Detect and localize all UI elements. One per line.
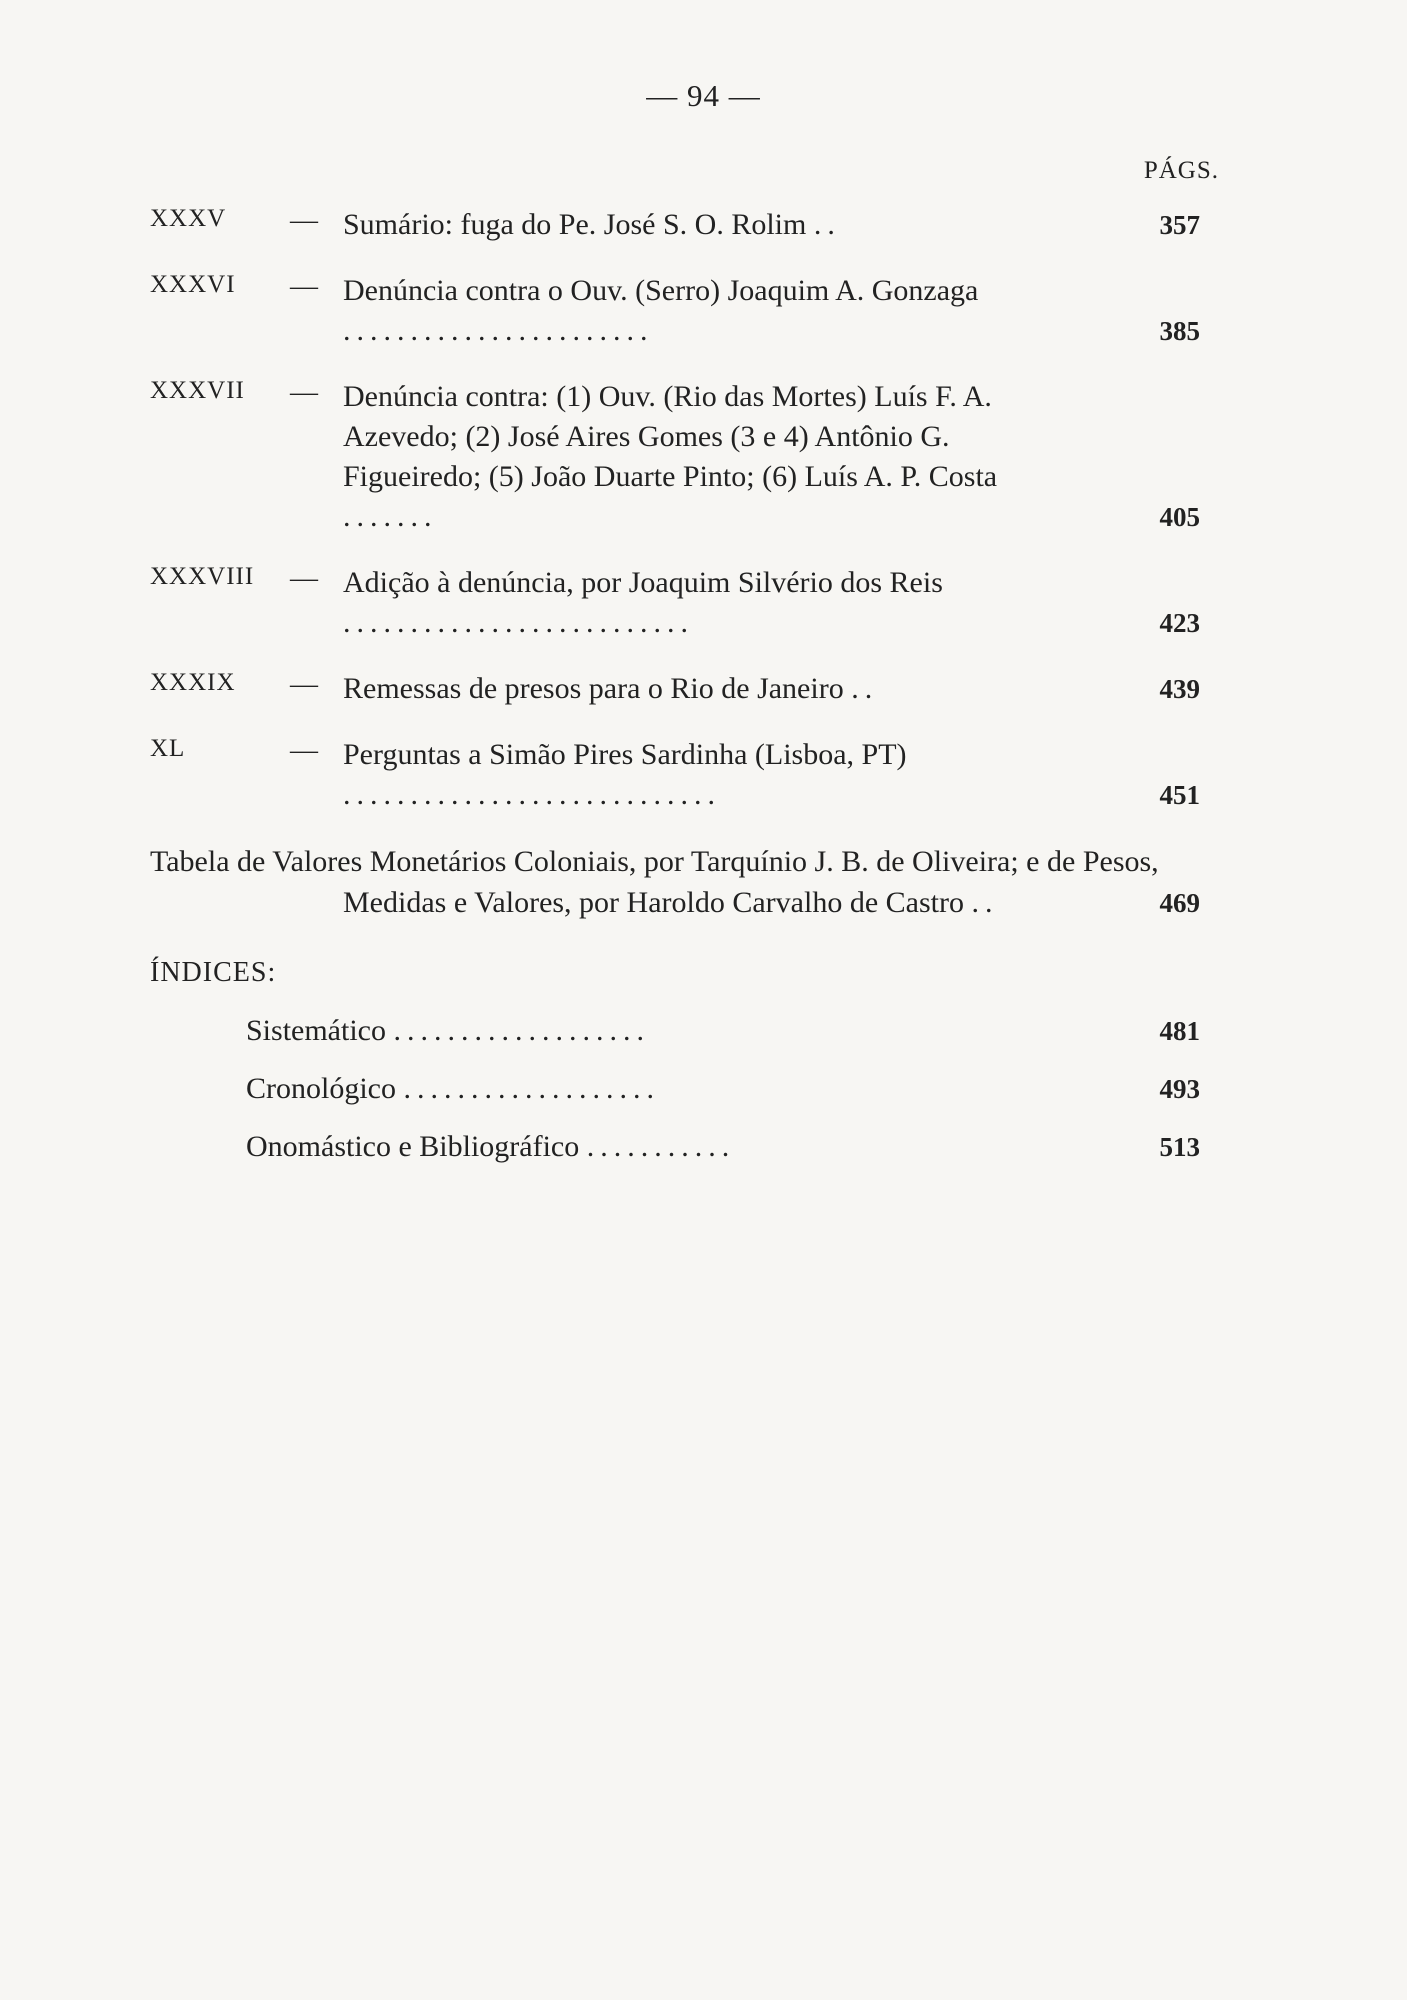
- index-label: Cronológico: [246, 1072, 396, 1105]
- entry-dash: —: [290, 377, 318, 408]
- toc-entry: [150, 563, 1200, 643]
- table-of-contents: [150, 205, 1200, 1185]
- entry-title: Denúncia contra: (1) Ouv. (Rio das Mortes) Luís F. A. Azevedo; (2) José Aires Gomes (3 e 4) Antônio G. Figueiredo; (5) João Duarte Pinto; (6) Luís A. P. Costa: [343, 380, 998, 493]
- index-entry: [246, 1011, 1200, 1069]
- index-label: Sistemático: [246, 1014, 386, 1047]
- index-page: 513: [1159, 1132, 1200, 1162]
- entry-title: Denúncia contra o Ouv. (Serro) Joaquim A. Gonzaga: [343, 274, 979, 307]
- toc-entry: [150, 377, 1200, 537]
- toc-entry: [150, 669, 1200, 709]
- entry-title: Perguntas a Simão Pires Sardinha (Lisboa, PT): [343, 738, 907, 771]
- index-page: 493: [1159, 1074, 1200, 1104]
- entry-dash: —: [290, 271, 318, 302]
- tabela-page: 469: [1159, 888, 1200, 918]
- dot-leader: .......: [343, 500, 438, 533]
- toc-entry: [150, 735, 1200, 815]
- entry-page: 423: [1159, 608, 1200, 638]
- tabela-title: Tabela de Valores Monetários Coloniais, por Tarquínio J. B. de Oliveira; e de Pesos, Medidas e Valores, por Haroldo Carvalho de Castro: [150, 845, 1159, 919]
- entry-numeral: XXXVIII: [150, 563, 255, 590]
- index-entry: [246, 1069, 1200, 1127]
- dot-leader: ..: [813, 208, 841, 241]
- toc-entry: [150, 205, 1200, 245]
- dot-leader: ..: [971, 886, 999, 919]
- entry-numeral: XL: [150, 735, 186, 762]
- entry-numeral: XXXVI: [150, 271, 236, 298]
- entry-page: 451: [1159, 780, 1200, 810]
- index-page: 481: [1159, 1016, 1200, 1046]
- indices-heading: ÍNDICES:: [150, 957, 277, 988]
- entry-page: 357: [1159, 210, 1200, 240]
- entry-page: 385: [1159, 316, 1200, 346]
- entry-title: Adição à denúncia, por Joaquim Silvério dos Reis: [343, 566, 943, 599]
- entry-numeral: XXXIX: [150, 669, 236, 696]
- entry-dash: —: [290, 669, 318, 700]
- entry-title: Remessas de presos para o Rio de Janeiro: [343, 672, 844, 705]
- entry-title: Sumário: fuga do Pe. José S. O. Rolim: [343, 208, 807, 241]
- dot-leader: ...................: [403, 1072, 660, 1105]
- entry-dash: —: [290, 205, 318, 236]
- dot-leader: ...................: [393, 1014, 650, 1047]
- entry-numeral: XXXVII: [150, 377, 245, 404]
- page-number: — 94 —: [646, 78, 761, 113]
- dot-leader: ..........................: [343, 606, 694, 639]
- dot-leader: .......................: [343, 314, 654, 347]
- index-entry: [246, 1127, 1200, 1185]
- entry-page: 439: [1159, 674, 1200, 704]
- entry-page: 405: [1159, 502, 1200, 532]
- entry-dash: —: [290, 563, 318, 594]
- dot-leader: ............................: [343, 778, 721, 811]
- pags-column-label: PÁGS.: [1143, 157, 1219, 184]
- tabela-entry: [150, 841, 1200, 923]
- index-label: Onomástico e Bibliográfico: [246, 1130, 580, 1163]
- dot-leader: ..: [851, 672, 879, 705]
- entry-dash: —: [290, 735, 318, 766]
- dot-leader: ...........: [586, 1130, 736, 1163]
- toc-entry: [150, 271, 1200, 351]
- entry-numeral: XXXV: [150, 205, 227, 232]
